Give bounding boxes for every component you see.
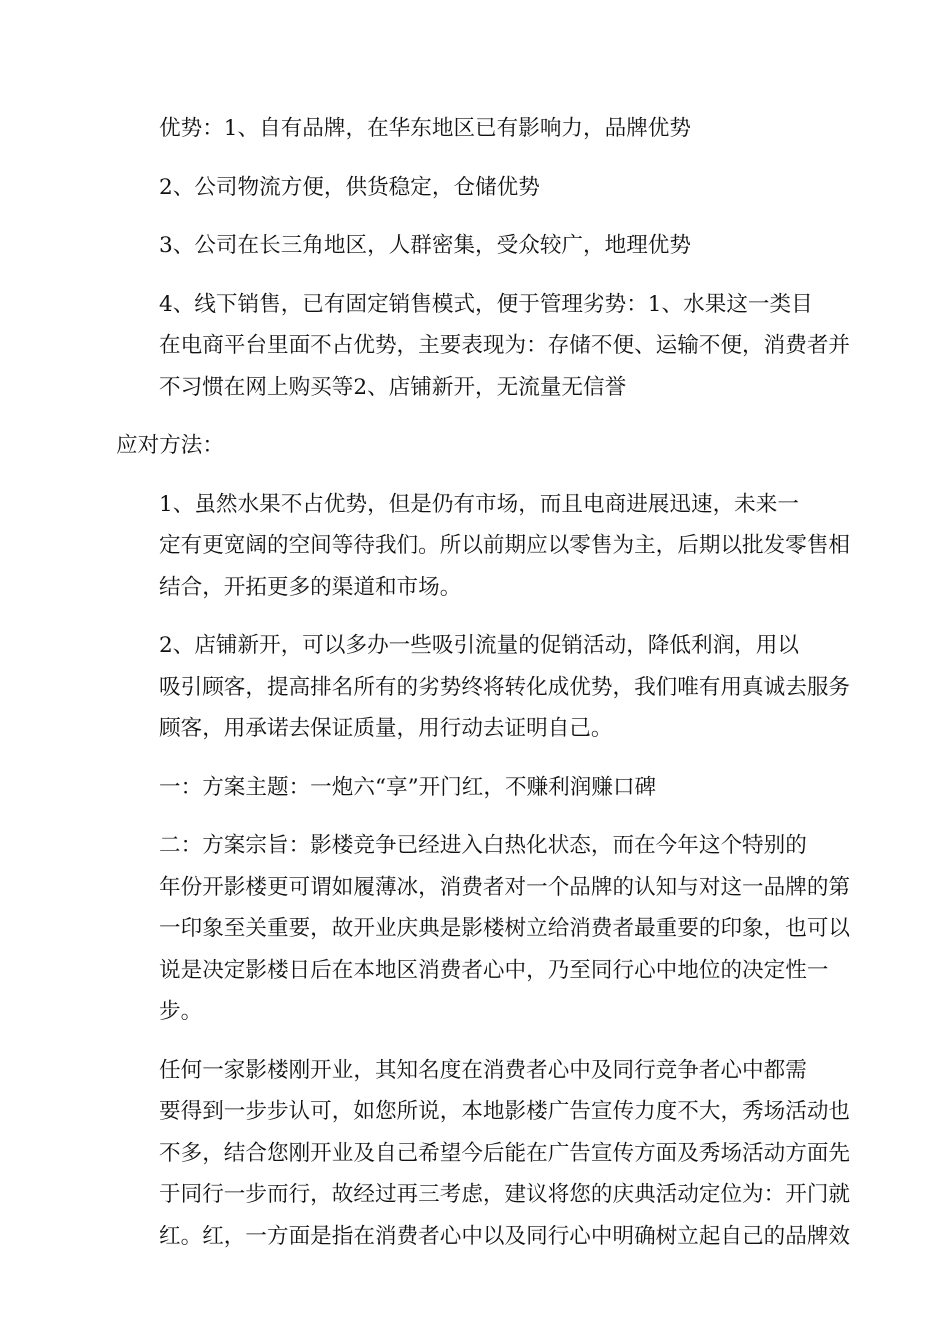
text-line: 应对方法： <box>116 433 224 458</box>
text-line: 优势：1、自有品牌，在华东地区已有影响力，品牌优势 <box>159 116 691 141</box>
paragraph-plan-theme <box>116 767 836 809</box>
paragraph-plan-purpose <box>116 825 851 1033</box>
text-line: 1、虽然水果不占优势，但是仍有市场，而且电商进展迅速，未来一 <box>159 491 799 517</box>
text-line: 说是决定影楼日后在本地区消费者心中，乃至同行心中地位的决定性一 <box>159 957 829 983</box>
paragraph-advantage-1 <box>116 108 836 150</box>
document-body <box>116 108 851 1274</box>
paragraph-advantage-3 <box>116 225 836 267</box>
text-line: 不多，结合您刚开业及自己希望今后能在广告宣传方面及秀场活动方面先 <box>159 1140 851 1166</box>
text-line: 一印象至关重要，故开业庆典是影楼树立给消费者最重要的印象，也可以 <box>159 916 851 941</box>
paragraph-advantage-2 <box>116 167 836 209</box>
paragraph-countermeasure-1 <box>116 484 851 609</box>
text-line: 4、线下销售，已有固定销售模式，便于管理劣势：1、水果这一类目 <box>159 291 813 317</box>
text-line: 于同行一步而行，故经过再三考虑，建议将您的庆典活动定位为：开门就 <box>159 1182 851 1207</box>
text-line: 不习惯在网上购买等2、店铺新开，无流量无信誉 <box>159 374 627 400</box>
text-line: 要得到一步步认可，如您所说，本地影楼广告宣传力度不大，秀场活动也 <box>159 1099 851 1124</box>
text-line: 年份开影楼更可谓如履薄冰，消费者对一个品牌的认知与对这一品牌的第 <box>159 874 851 900</box>
text-line: 顾客，用承诺去保证质量，用行动去证明自己。 <box>159 716 613 741</box>
text-line: 吸引顾客，提高排名所有的劣势终将转化成优势，我们唯有用真诚去服务 <box>159 674 851 700</box>
text-line: 步。 <box>159 999 203 1024</box>
text-line: 2、公司物流方便，供货稳定，仓储优势 <box>159 174 540 200</box>
text-line: 在电商平台里面不占优势，主要表现为：存储不便、运输不便，消费者并 <box>159 333 851 358</box>
section-heading-countermeasures <box>116 425 836 467</box>
text-line: 一：方案主题：一炮六“享”开门红，不赚利润赚口碑 <box>159 774 657 800</box>
text-line: 红。红，一方面是指在消费者心中以及同行心中明确树立起自己的品牌效 <box>159 1223 851 1249</box>
text-line: 2、店铺新开，可以多办一些吸引流量的促销活动，降低利润，用以 <box>159 633 799 658</box>
paragraph-advantage-4-disadvantages <box>116 284 851 409</box>
paragraph-countermeasure-2 <box>116 625 851 750</box>
paragraph-positioning <box>116 1050 851 1258</box>
text-line: 定有更宽阔的空间等待我们。所以前期应以零售为主，后期以批发零售相 <box>159 533 851 558</box>
text-line: 结合，开拓更多的渠道和市场。 <box>159 574 462 600</box>
text-line: 3、公司在长三角地区，人群密集，受众较广，地理优势 <box>159 233 691 258</box>
text-line: 任何一家影楼刚开业，其知名度在消费者心中及同行竞争者心中都需 <box>159 1057 807 1083</box>
text-line: 二：方案宗旨：影楼竞争已经进入白热化状态，而在今年这个特别的 <box>159 833 807 858</box>
